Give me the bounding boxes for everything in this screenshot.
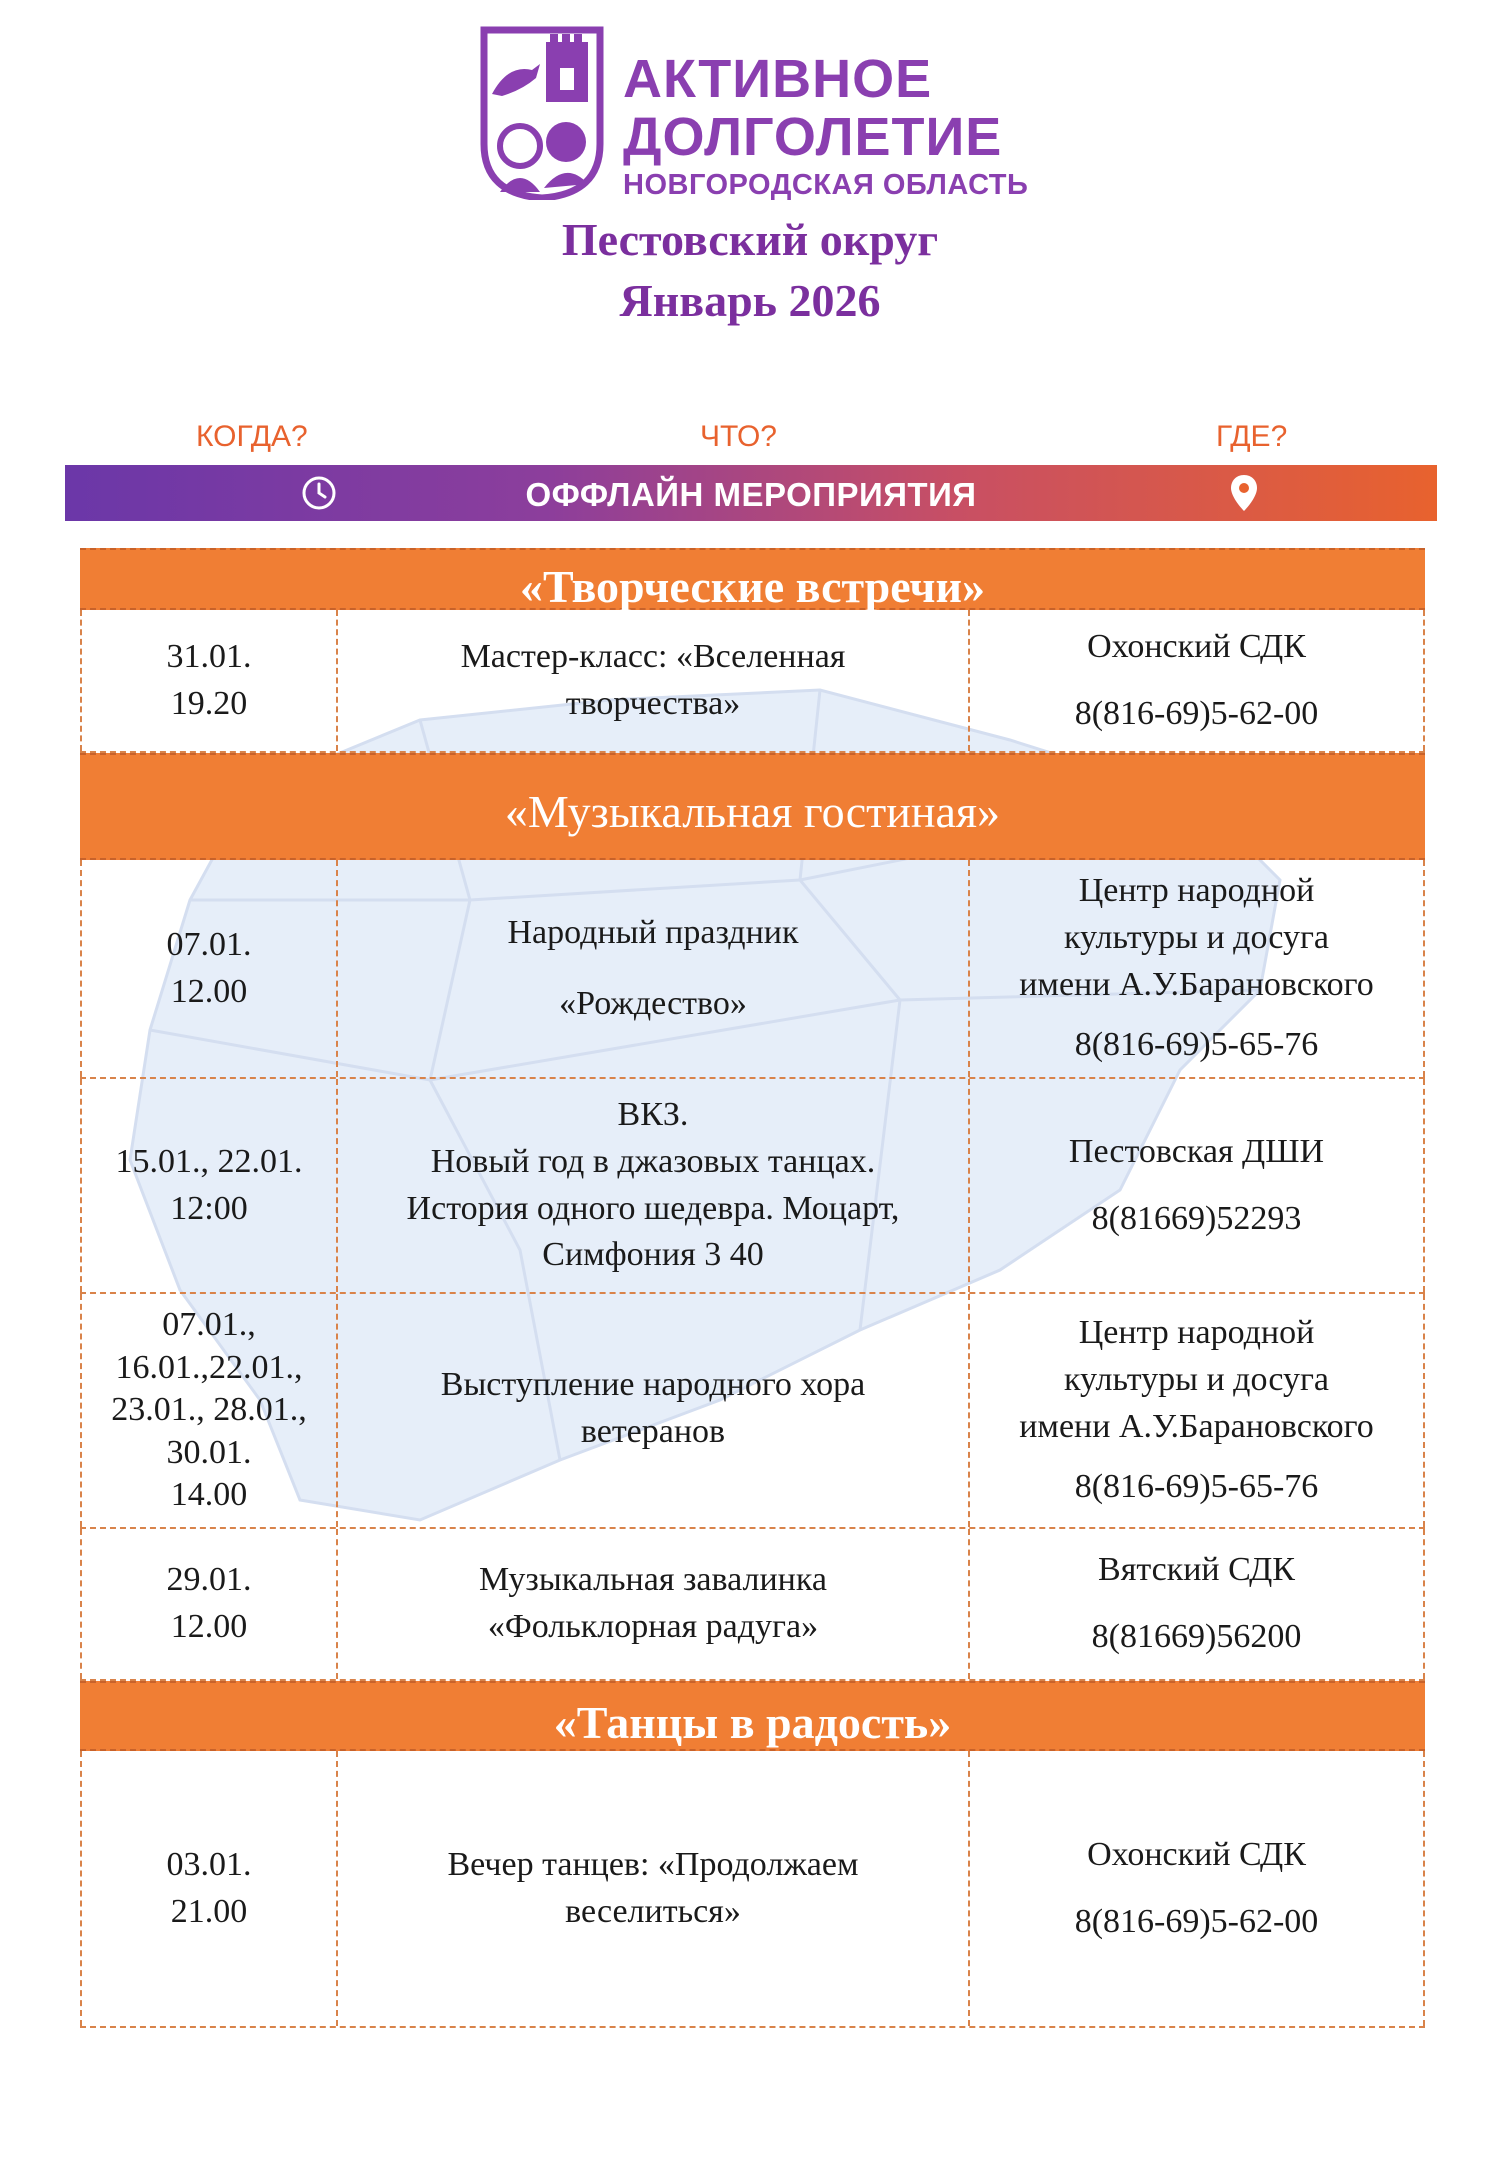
brand-emblem-icon	[478, 24, 606, 200]
table-row	[80, 1294, 1425, 1529]
venue-phone: 8(81669)52293	[1091, 1199, 1302, 1237]
events-table	[80, 548, 1425, 2028]
brand-region: НОВГОРОДСКАЯ ОБЛАСТЬ	[623, 169, 1029, 201]
event-title: Мастер-класс: «Вселенная творчества»	[338, 610, 970, 751]
column-where-label: ГДЕ?	[1216, 420, 1288, 453]
location-pin-icon	[1229, 473, 1259, 513]
table-row	[80, 860, 1425, 1079]
venue-phone: 8(816-69)5-62-00	[1074, 1902, 1319, 1940]
brand-logo	[478, 24, 1038, 204]
section-title: «Танцы в радость»	[553, 1697, 952, 1748]
event-title: ВКЗ. Новый год в джазовых танцах. История одного шедевра. Моцарт, Симфония 3 40	[338, 1079, 970, 1292]
section-title: «Творческие встречи»	[520, 561, 985, 612]
table-row	[80, 610, 1425, 753]
table-row	[80, 1079, 1425, 1294]
venue-phone: 8(81669)56200	[1091, 1618, 1302, 1655]
section-header	[80, 1681, 1425, 1751]
venue-phone: 8(816-69)5-65-76	[1074, 1026, 1319, 1064]
column-what-label: ЧТО?	[700, 420, 777, 453]
table-row	[80, 1529, 1425, 1681]
section-header	[80, 753, 1425, 860]
venue-phone: 8(816-69)5-62-00	[1074, 694, 1319, 732]
event-date: 29.01. 12.00	[80, 1529, 338, 1679]
event-title: Вечер танцев: «Продолжаем веселиться»	[338, 1751, 970, 2026]
brand-title-line2: ДОЛГОЛЕТИЕ	[623, 107, 1003, 167]
event-venue: Вятский СДК 8(81669)56200	[970, 1529, 1425, 1679]
section-title: «Музыкальная гостиная»	[504, 786, 1001, 837]
event-date: 15.01., 22.01. 12:00	[80, 1079, 338, 1292]
brand-title-line1: АКТИВНОЕ	[623, 49, 933, 109]
table-row	[80, 1751, 1425, 2028]
page-title-month: Январь 2026	[619, 275, 881, 326]
event-venue: Пестовская ДШИ 8(81669)52293	[970, 1079, 1425, 1292]
event-venue: Центр народной культуры и досуга имени А.У.Барановского 8(816-69)5-65-76	[970, 1294, 1425, 1527]
event-date: 07.01., 16.01.,22.01., 23.01., 28.01., 30.01. 14.00	[80, 1294, 338, 1527]
page-title-district: Пестовский округ	[561, 214, 939, 265]
event-title: Выступление народного хора ветеранов	[338, 1294, 970, 1527]
section-header	[80, 548, 1425, 610]
column-when-label: КОГДА?	[196, 420, 308, 453]
event-title: Музыкальная завалинка «Фольклорная радуга»	[338, 1529, 970, 1679]
event-title: Народный праздник «Рождество»	[338, 860, 970, 1077]
event-venue: Центр народной культуры и досуга имени А.У.Барановского 8(816-69)5-65-76	[970, 860, 1425, 1077]
event-date: 03.01. 21.00	[80, 1751, 338, 2026]
event-date: 31.01. 19.20	[80, 610, 338, 751]
offline-events-banner	[65, 465, 1437, 521]
event-date: 07.01. 12.00	[80, 860, 338, 1077]
event-venue: Охонский СДК 8(816-69)5-62-00	[970, 610, 1425, 751]
venue-phone: 8(816-69)5-65-76	[1074, 1468, 1319, 1506]
event-venue: Охонский СДК 8(816-69)5-62-00	[970, 1751, 1425, 2026]
banner-label: ОФФЛАЙН МЕРОПРИЯТИЯ	[525, 476, 977, 513]
